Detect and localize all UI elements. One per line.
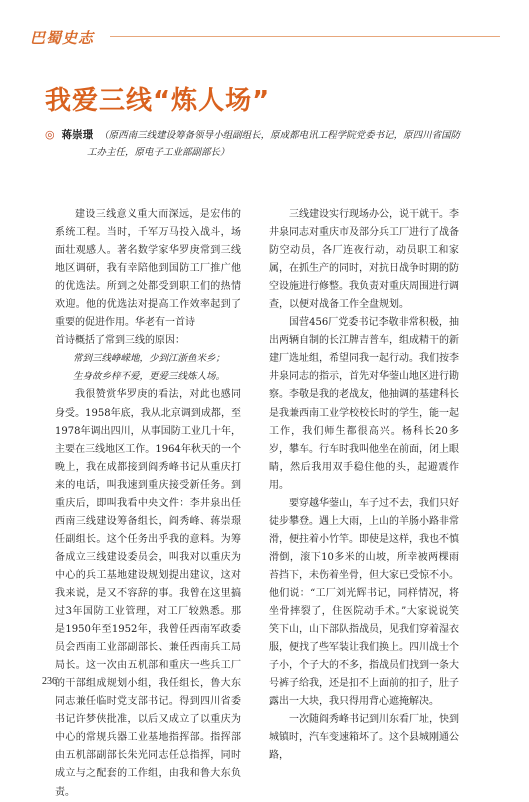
left-column <box>55 206 241 802</box>
target-bullet-icon: ◎ <box>45 128 55 141</box>
right-column <box>269 206 459 765</box>
header-rule <box>110 36 500 37</box>
paragraph-continued: 首诗概括了常到三线的原因： <box>55 335 185 347</box>
poem-line: 生身故乡梓不爱，更爱三线炼人场。 <box>73 371 226 383</box>
paragraph: 要穿越华蓥山，车子过不去，我们只好徒步攀登。遇上大雨，上山的羊肠小路非常滑，便拄着小竹竿。即使是这样，我也不慎滑倒，滚下10多米的山坡，所幸被两棵雨苔挡下，未伤着坐骨，但大家已受惊不小。他们说：“工厂刘光辉书记，同样情况，将坐骨摔裂了，住医院动手术。”大家说说笑笑下山，山下部队指战员，见我们穿着湿衣服，便找了些军装让我们换上。四川战士个子小，个子大的不多，指战员们找到一条大号裤子给我，还是扣不上面前的扣子，肚子露出一大块，我只得用背心遮掩解决。 <box>269 497 459 708</box>
author-line <box>45 126 500 144</box>
author-role: （原西南三线建设筹备领导小组副组长，原成都电讯工程学院党委书记，原四川省国防 <box>99 130 461 141</box>
page-number: 236 <box>42 676 57 687</box>
paragraph: 三线建设实行现场办公，说干就干。李井泉同志对重庆市及部分兵工厂进行了战备防空动员，各厂连夜行动，动员职工和家属，在抓生产的同时，对抗日战争时期的防空设施进行修整。我负责对重庆周围进行调查，以便对战备工作全盘规划。 <box>269 209 459 311</box>
author-name: 蒋崇璟 <box>61 129 94 141</box>
poem-line: 常到三线峥嵘地，少到江浙鱼米乡； <box>73 353 226 365</box>
paragraph: 一次随阎秀峰书记到川东看厂址，快到城镇时，汽车变速箱坏了。这个县城刚通公路， <box>269 714 459 762</box>
paragraph: 我很赞赏华罗庚的看法，对此也感同身受。1958年底，我从北京调到成都，至1978年调出四川，从事国防工业几十年，主要在三线地区工作。1964年秋天的一个晚上，我在成都接到阎秀峰书记从重庆打来的电话，叫我速到重庆接受新任务。到重庆后，即叫我看中央文件：李井泉出任西南三线建设筹备组长，阎秀峰、蒋崇璟任副组长。这个任务出乎我的意料。为筹备成立三线建设委员会，叫我对以重庆为中心的兵工基地建设规划提出建议，这对我来说，是又不容辞的事。我曾在这里搞过3年国防工业管理，对工厂较熟悉。那是1950年至1952年，我曾任西南军政委员会西南工业部副部长、兼任西南兵工局局长。这一次由五机部和重庆一些兵工厂的干部组成规划小组，我任组长，鲁大东同志兼任临时党支部书记。得到四川省委书记许梦侠批准，以后又成立了以重庆为中心的常规兵器工业基地指挥部。指挥部由五机部副部长朱光同志任总指挥，同时成立与之配套的工作组，由我和鲁大东负责。 <box>55 389 241 798</box>
author-role-continued: 工办主任，原电子工业部副部长） <box>87 147 230 158</box>
author-block <box>45 126 500 161</box>
article-title: 我爱三线“炼人场” <box>45 86 271 116</box>
section-logo: 巴蜀史志 <box>30 29 95 47</box>
paragraph: 建设三线意义重大而深远，是宏伟的系统工程。当时，千军万马投入战斗，场面壮观感人。著名数学家华罗庚常到三线地区调研，我有幸陪他到国防工厂推广他的优选法。所到之处都受到职工们的热情欢迎。他的优选法对提高工作效率起到了重要的促进作用。华老有一首诗 <box>55 209 241 329</box>
paragraph: 国营456厂党委书记李敬非常积极，抽出两辆自制的长江牌吉普车，组成精干的新建厂选址组，希望同我一起行动。我们按李井泉同志的指示，首先对华蓥山地区进行勘察。李敬是我的老战友，他抽调的基建科长是我兼西南工业学校校长时的学生，能一起工作，我们师生都很高兴。杨科长20多岁，攀车。行车时我叫他坐在前面，闭上眼睛，然后我用双手稳住他的头，起避震作用。 <box>269 317 459 491</box>
